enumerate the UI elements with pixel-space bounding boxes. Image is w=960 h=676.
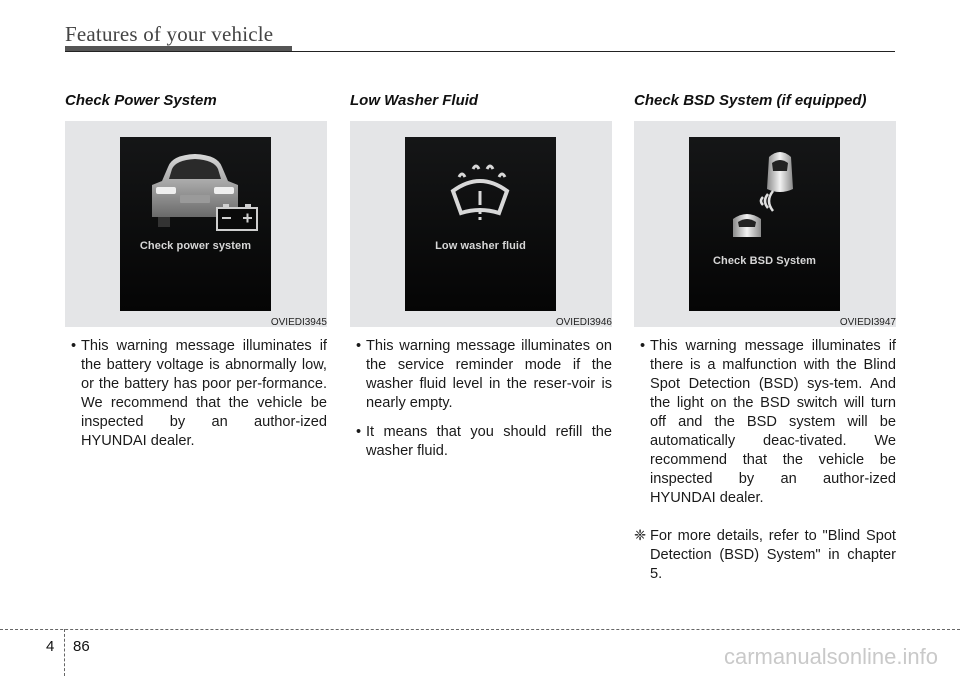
bullet-text: • This warning message illuminates if there is a malfunction with the Blind Spot Detection (BSD) sys-tem. And the light on the BSD switch will turn off and the BSD system will be automatically deac-tivated. We recommend that the vehicle be inspected by an author-ized HYUNDAI dealer. xyxy=(634,337,896,508)
washer-fluid-icon xyxy=(445,157,515,227)
section-check-bsd-system xyxy=(634,92,896,584)
section-low-washer-fluid xyxy=(350,92,612,461)
note-symbol: ❈ xyxy=(634,528,647,544)
header-rule xyxy=(65,51,895,52)
footer-divider xyxy=(64,629,65,676)
blind-spot-icon xyxy=(689,137,840,257)
note-text: For more details, refer to "Blind Spot Detection (BSD) System" in chapter 5. xyxy=(650,528,896,582)
cluster-display xyxy=(689,137,840,311)
figure-code: OVIEDI3947 xyxy=(839,317,896,328)
figure-code: OVIEDI3946 xyxy=(555,317,612,328)
figure-check-power-system xyxy=(65,121,327,327)
bullet-text: • It means that you should refill the washer fluid. xyxy=(350,423,612,461)
page-number: 86 xyxy=(73,638,90,655)
figure-low-washer-fluid xyxy=(350,121,612,327)
section-heading: Check BSD System (if equipped) xyxy=(634,92,867,109)
screen-message: Check power system xyxy=(139,240,252,252)
chapter-number: 4 xyxy=(46,638,55,655)
figure-code: OVIEDI3945 xyxy=(270,317,327,328)
cluster-display xyxy=(120,137,271,311)
cluster-display xyxy=(405,137,556,311)
car-rear-icon xyxy=(120,147,271,247)
section-heading: Low Washer Fluid xyxy=(350,92,479,109)
watermark: carmanualsonline.info xyxy=(723,644,938,669)
bullet-text: • This warning message illuminates on the service reminder mode if the washer fluid level in the reser-voir is nearly empty. xyxy=(350,337,612,413)
bullet-text: • This warning message illuminates if the battery voltage is abnormally low, or the battery has poor per-formance. We recommend that the vehicle be inspected by an author-ized HYUNDAI dealer. xyxy=(65,337,327,451)
screen-message: Check BSD System xyxy=(712,255,817,267)
section-check-power-system xyxy=(65,92,327,451)
screen-message: Low washer fluid xyxy=(435,240,526,252)
footer-rule xyxy=(0,629,960,630)
figure-check-bsd-system xyxy=(634,121,896,327)
battery-icon xyxy=(215,202,261,232)
note xyxy=(634,527,896,584)
header-title: Features of your vehicle xyxy=(65,22,274,46)
section-heading: Check Power System xyxy=(65,92,217,109)
